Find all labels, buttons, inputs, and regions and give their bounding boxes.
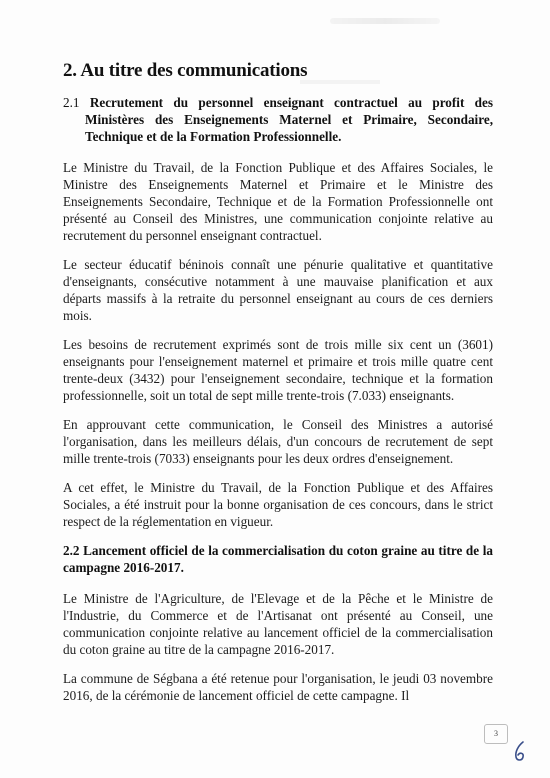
- subsection-2-1-heading: [63, 94, 493, 145]
- paragraph: Le Ministre de l'Agriculture, de l'Elevage et de la Pêche et le Ministre de l'Industrie, du Commerce et de l'Artisanat ont présenté au Conseil, une communication conjointe relative au lancement officiel de la commercialisation du coton graine au titre de la campagne 2016-2017.: [63, 591, 493, 657]
- paragraph: La commune de Ségbana a été retenue pour l'organisation, le jeudi 03 novembre 2016, de la cérémonie de lancement officiel de cette campagne. Il: [63, 671, 493, 703]
- paragraph: En approuvant cette communication, le Conseil des Ministres a autorisé l'organisation, dans les meilleurs délais, d'un concours de recrutement de sept mille trente-trois (7033) enseignants pour les deux ordres d'enseignement.: [63, 417, 493, 466]
- subsection-2-2-heading: 2.2 Lancement officiel de la commercialisation du coton graine au titre de la campagne 2016-2017.: [63, 543, 493, 575]
- faint-header-artifact: [330, 18, 440, 24]
- section-title: 2. Au titre des communications: [63, 60, 308, 81]
- paragraph: Le secteur éducatif béninois connaît une pénurie qualitative et quantitative d'enseignants, consécutive notamment à une mauvaise planification et aux départs massifs à la retraite du personnel enseignant au cours de ces derniers mois.: [63, 257, 493, 323]
- handwritten-initial-mark: [512, 740, 528, 764]
- paragraph: Le Ministre du Travail, de la Fonction Publique et des Affaires Sociales, le Ministre des Enseignements Maternel et Primaire et le Ministre des Enseignements Secondaire, Technique et de la Formation Professionnelle ont présenté au Conseil des Ministres, une communication conjointe relative au recrutement du personnel enseignant contractuel.: [63, 160, 493, 243]
- subsection-2-1-number: 2.1: [63, 95, 80, 110]
- document-content: [63, 60, 493, 716]
- page-number: 3: [484, 724, 508, 744]
- paragraph: A cet effet, le Ministre du Travail, de la Fonction Publique et des Affaires Sociales, a été instruit pour la bonne organisation de ces concours, dans le strict respect de la réglementation en vigueur.: [63, 480, 493, 529]
- subsection-2-1-title: Recrutement du personnel enseignant contractuel au profit des Ministères des Enseignements Maternel et Primaire, Secondaire, Technique et de la Formation Professionnelle.: [85, 95, 493, 144]
- paragraph: Les besoins de recrutement exprimés sont de trois mille six cent un (3601) enseignants pour l'enseignement maternel et primaire et trois mille quatre cent trente-deux (3432) pour l'enseignement secondaire, technique et la formation professionnelle, soit un total de sept mille trente-trois (7.033) enseignants.: [63, 337, 493, 403]
